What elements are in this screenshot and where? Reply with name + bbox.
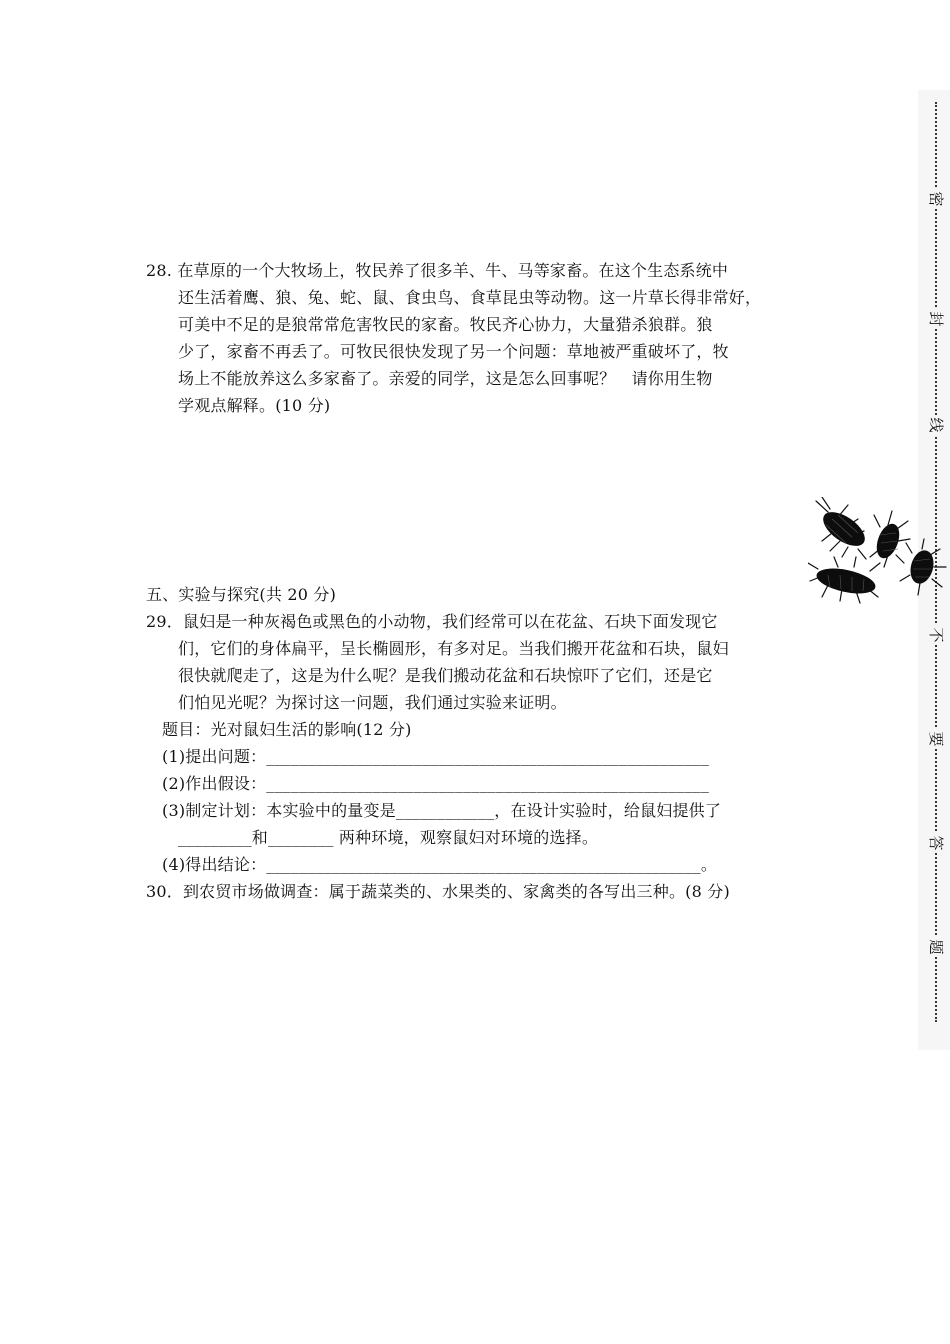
q28-line-6: 学观点解释。(10 分) xyxy=(178,396,331,415)
q29-part-2[interactable]: (2)作出假设：______________________________________________________ xyxy=(162,774,710,793)
q28-line-1: 28. 在草原的一个大牧场上，牧民养了很多羊、牛、马等家畜。在这个生态系统中 xyxy=(146,261,729,280)
seal-char-3: 线 xyxy=(927,415,945,435)
q29-line-2: 们，它们的身体扁平，呈长椭圆形，有多对足。当我们搬开花盆和石块，鼠妇 xyxy=(178,639,729,658)
seal-char-1: 密 xyxy=(927,189,945,209)
section-title: 五、实验与探究(共 20 分) xyxy=(146,585,337,604)
q29-part-3a[interactable]: (3)制定计划：本实验中的量变是____________，在设计实验时，给鼠妇提供了 xyxy=(162,801,722,820)
seal-char-5: 要 xyxy=(927,729,945,749)
q29-part-1[interactable]: (1)提出问题：______________________________________________________ xyxy=(162,747,710,766)
q28-line-5: 场上不能放养这么多家畜了。亲爱的同学，这是怎么回事呢？ 请你用生物 xyxy=(178,369,713,388)
seal-char-6: 答 xyxy=(927,833,945,853)
q29-topic: 题目：光对鼠妇生活的影响(12 分) xyxy=(162,720,412,739)
woodlouse-illustration xyxy=(808,497,950,622)
q29-line-3: 很快就爬走了，这是为什么呢？是我们搬动花盆和石块惊吓了它们，还是它 xyxy=(178,666,713,685)
q28-line-3: 可美中不足的是狼常常危害牧民的家畜。牧民齐心协力，大量猎杀狼群。狼 xyxy=(178,315,713,334)
seal-char-7: 题 xyxy=(927,937,945,957)
q28-line-2: 还生活着鹰、狼、兔、蛇、鼠、食虫鸟、食草昆虫等动物。这一片草长得非常好， xyxy=(178,288,762,307)
q28-line-4: 少了，家畜不再丢了。可牧民很快发现了另一个问题：草地被严重破坏了，牧 xyxy=(178,342,729,361)
seal-char-4: 不 xyxy=(927,625,945,645)
q29-part-3b[interactable]: _________和________ 两种环境，观察鼠妇对环境的选择。 xyxy=(178,828,599,847)
q30-text: 30．到农贸市场做调查：属于蔬菜类的、水果类的、家禽类的各写出三种。(8 分) xyxy=(146,882,730,901)
seal-char-2: 封 xyxy=(927,309,945,329)
q29-line-1: 29．鼠妇是一种灰褐色或黑色的小动物，我们经常可以在花盆、石块下面发现它 xyxy=(146,612,718,631)
q29-part-4[interactable]: (4)得出结论：_____________________________________________________。 xyxy=(162,855,718,874)
q29-line-4: 们怕见光呢？为探讨这一问题，我们通过实验来证明。 xyxy=(178,693,567,712)
